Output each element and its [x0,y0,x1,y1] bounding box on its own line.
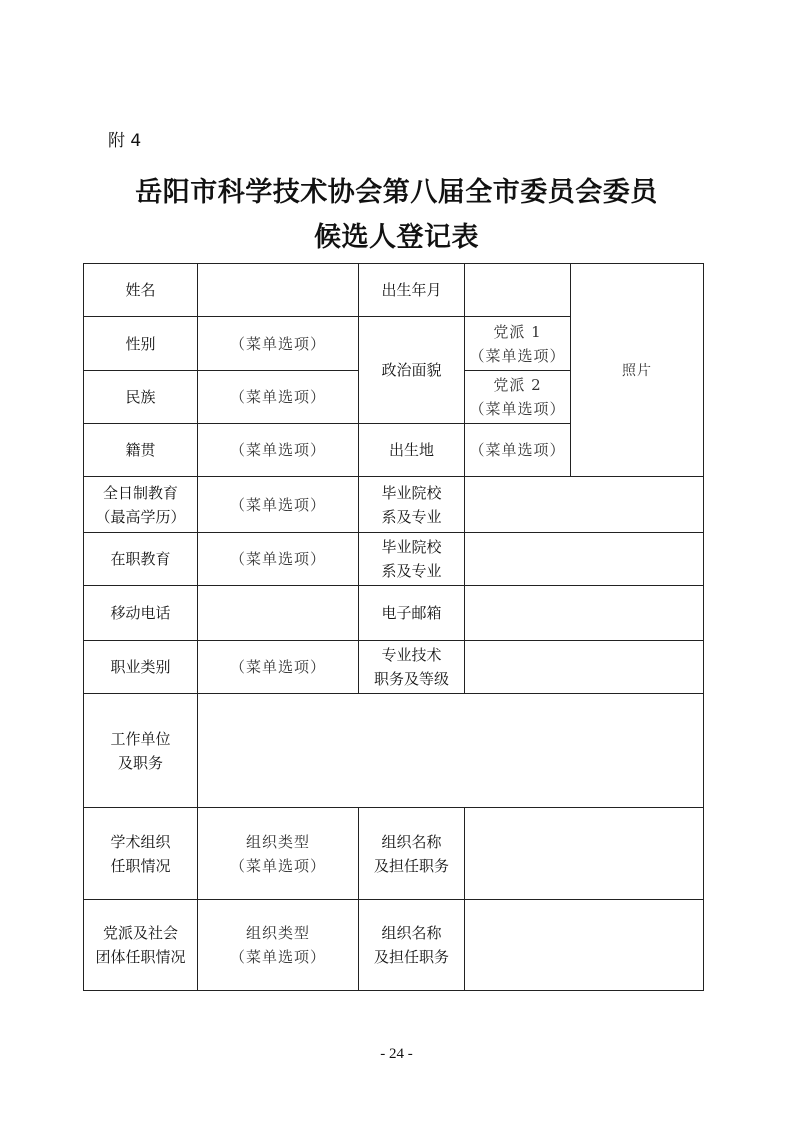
photo-label: 照片 [622,362,652,379]
academic-org-name-field[interactable] [465,808,704,900]
occupation-select[interactable]: （菜单选项） [198,641,359,694]
org-type-label: 组织类型 [245,924,310,942]
label-party-org-name [359,900,465,991]
label-birth: 出生年月 [359,264,465,317]
label-workplace-line1: 工作单位 [110,729,171,748]
party-org-name-field[interactable] [465,900,704,991]
label-email: 电子邮箱 [359,586,465,641]
party-2-label: 党派 2 [493,376,542,394]
row-name [84,264,704,317]
annex-label: 附 4 [108,131,142,151]
label-school-line1: 毕业院校 [381,483,442,502]
label-party-line1: 党派及社会 [102,924,178,942]
label-fulltime-edu-line2: （最高学历） [95,507,186,526]
academic-org-type-select[interactable] [198,808,359,900]
label-title-line2: 职务及等级 [373,670,449,688]
email-field[interactable] [465,586,704,641]
political-select-1[interactable] [465,317,571,371]
native-place-select[interactable]: （菜单选项） [198,424,359,477]
org-type-label: 组织类型 [245,832,310,851]
label-org-name-line1: 组织名称 [381,832,442,851]
label-academic-org-name [359,808,465,900]
label-political: 政治面貌 [359,317,465,424]
label-org-name-line2: 及担任职务 [373,948,449,966]
label-school-major-inservice [359,533,465,586]
label-school-line2: 系及专业 [381,562,442,580]
label-school-line2: 系及专业 [381,507,442,526]
party-1-label: 党派 1 [493,322,542,341]
political-select-2[interactable] [465,371,571,424]
party-1-menu: （菜单选项） [469,346,566,365]
row-fulltime-edu [84,477,704,533]
label-gender: 性别 [84,317,198,371]
ethnicity-select[interactable]: （菜单选项） [198,371,359,424]
label-workplace [84,694,198,808]
label-academic [84,808,198,900]
org-type-menu: （菜单选项） [229,948,326,966]
row-academic [84,808,704,900]
label-native-place: 籍贯 [84,424,198,477]
row-contact [84,586,704,641]
label-mobile: 移动电话 [84,586,198,641]
label-org-name-line1: 组织名称 [381,924,442,942]
mobile-field[interactable] [198,586,359,641]
org-type-menu: （菜单选项） [229,856,326,875]
gender-select[interactable]: （菜单选项） [198,317,359,371]
label-fulltime-edu-line1: 全日制教育 [102,483,178,502]
label-inservice-edu: 在职教育 [84,533,198,586]
label-ethnicity: 民族 [84,371,198,424]
label-workplace-line2: 及职务 [117,753,163,772]
label-professional-title [359,641,465,694]
form-title-line-2: 候选人登记表 [314,222,479,253]
form-title-line-1: 岳阳市科学技术协会第八届全市委员会委员 [135,177,658,208]
school-major-inservice-field[interactable] [465,533,704,586]
label-occupation: 职业类别 [84,641,198,694]
professional-title-field[interactable] [465,641,704,694]
fulltime-edu-select[interactable]: （菜单选项） [198,477,359,533]
school-major-fulltime-field[interactable] [465,477,704,533]
label-academic-line2: 任职情况 [110,856,171,875]
inservice-edu-select[interactable]: （菜单选项） [198,533,359,586]
page-number: - 24 - [380,1046,413,1062]
registration-form-table [83,263,704,991]
workplace-field[interactable] [198,694,704,808]
label-fulltime-edu [84,477,198,533]
row-party-social [84,900,704,991]
label-title-line1: 专业技术 [381,646,442,664]
label-school-major-fulltime [359,477,465,533]
birthplace-select[interactable]: （菜单选项） [465,424,571,477]
birth-field[interactable] [465,264,571,317]
row-occupation [84,641,704,694]
party-org-type-select[interactable] [198,900,359,991]
name-field[interactable] [198,264,359,317]
label-org-name-line2: 及担任职务 [373,856,449,875]
row-inservice-edu [84,533,704,586]
label-party-line2: 团体任职情况 [95,948,186,966]
row-workplace [84,694,704,808]
photo-cell[interactable] [571,264,704,477]
label-school-line1: 毕业院校 [381,538,442,556]
label-name: 姓名 [84,264,198,317]
label-academic-line1: 学术组织 [110,832,171,851]
party-2-menu: （菜单选项） [469,400,566,418]
label-party-social [84,900,198,991]
label-birthplace: 出生地 [359,424,465,477]
